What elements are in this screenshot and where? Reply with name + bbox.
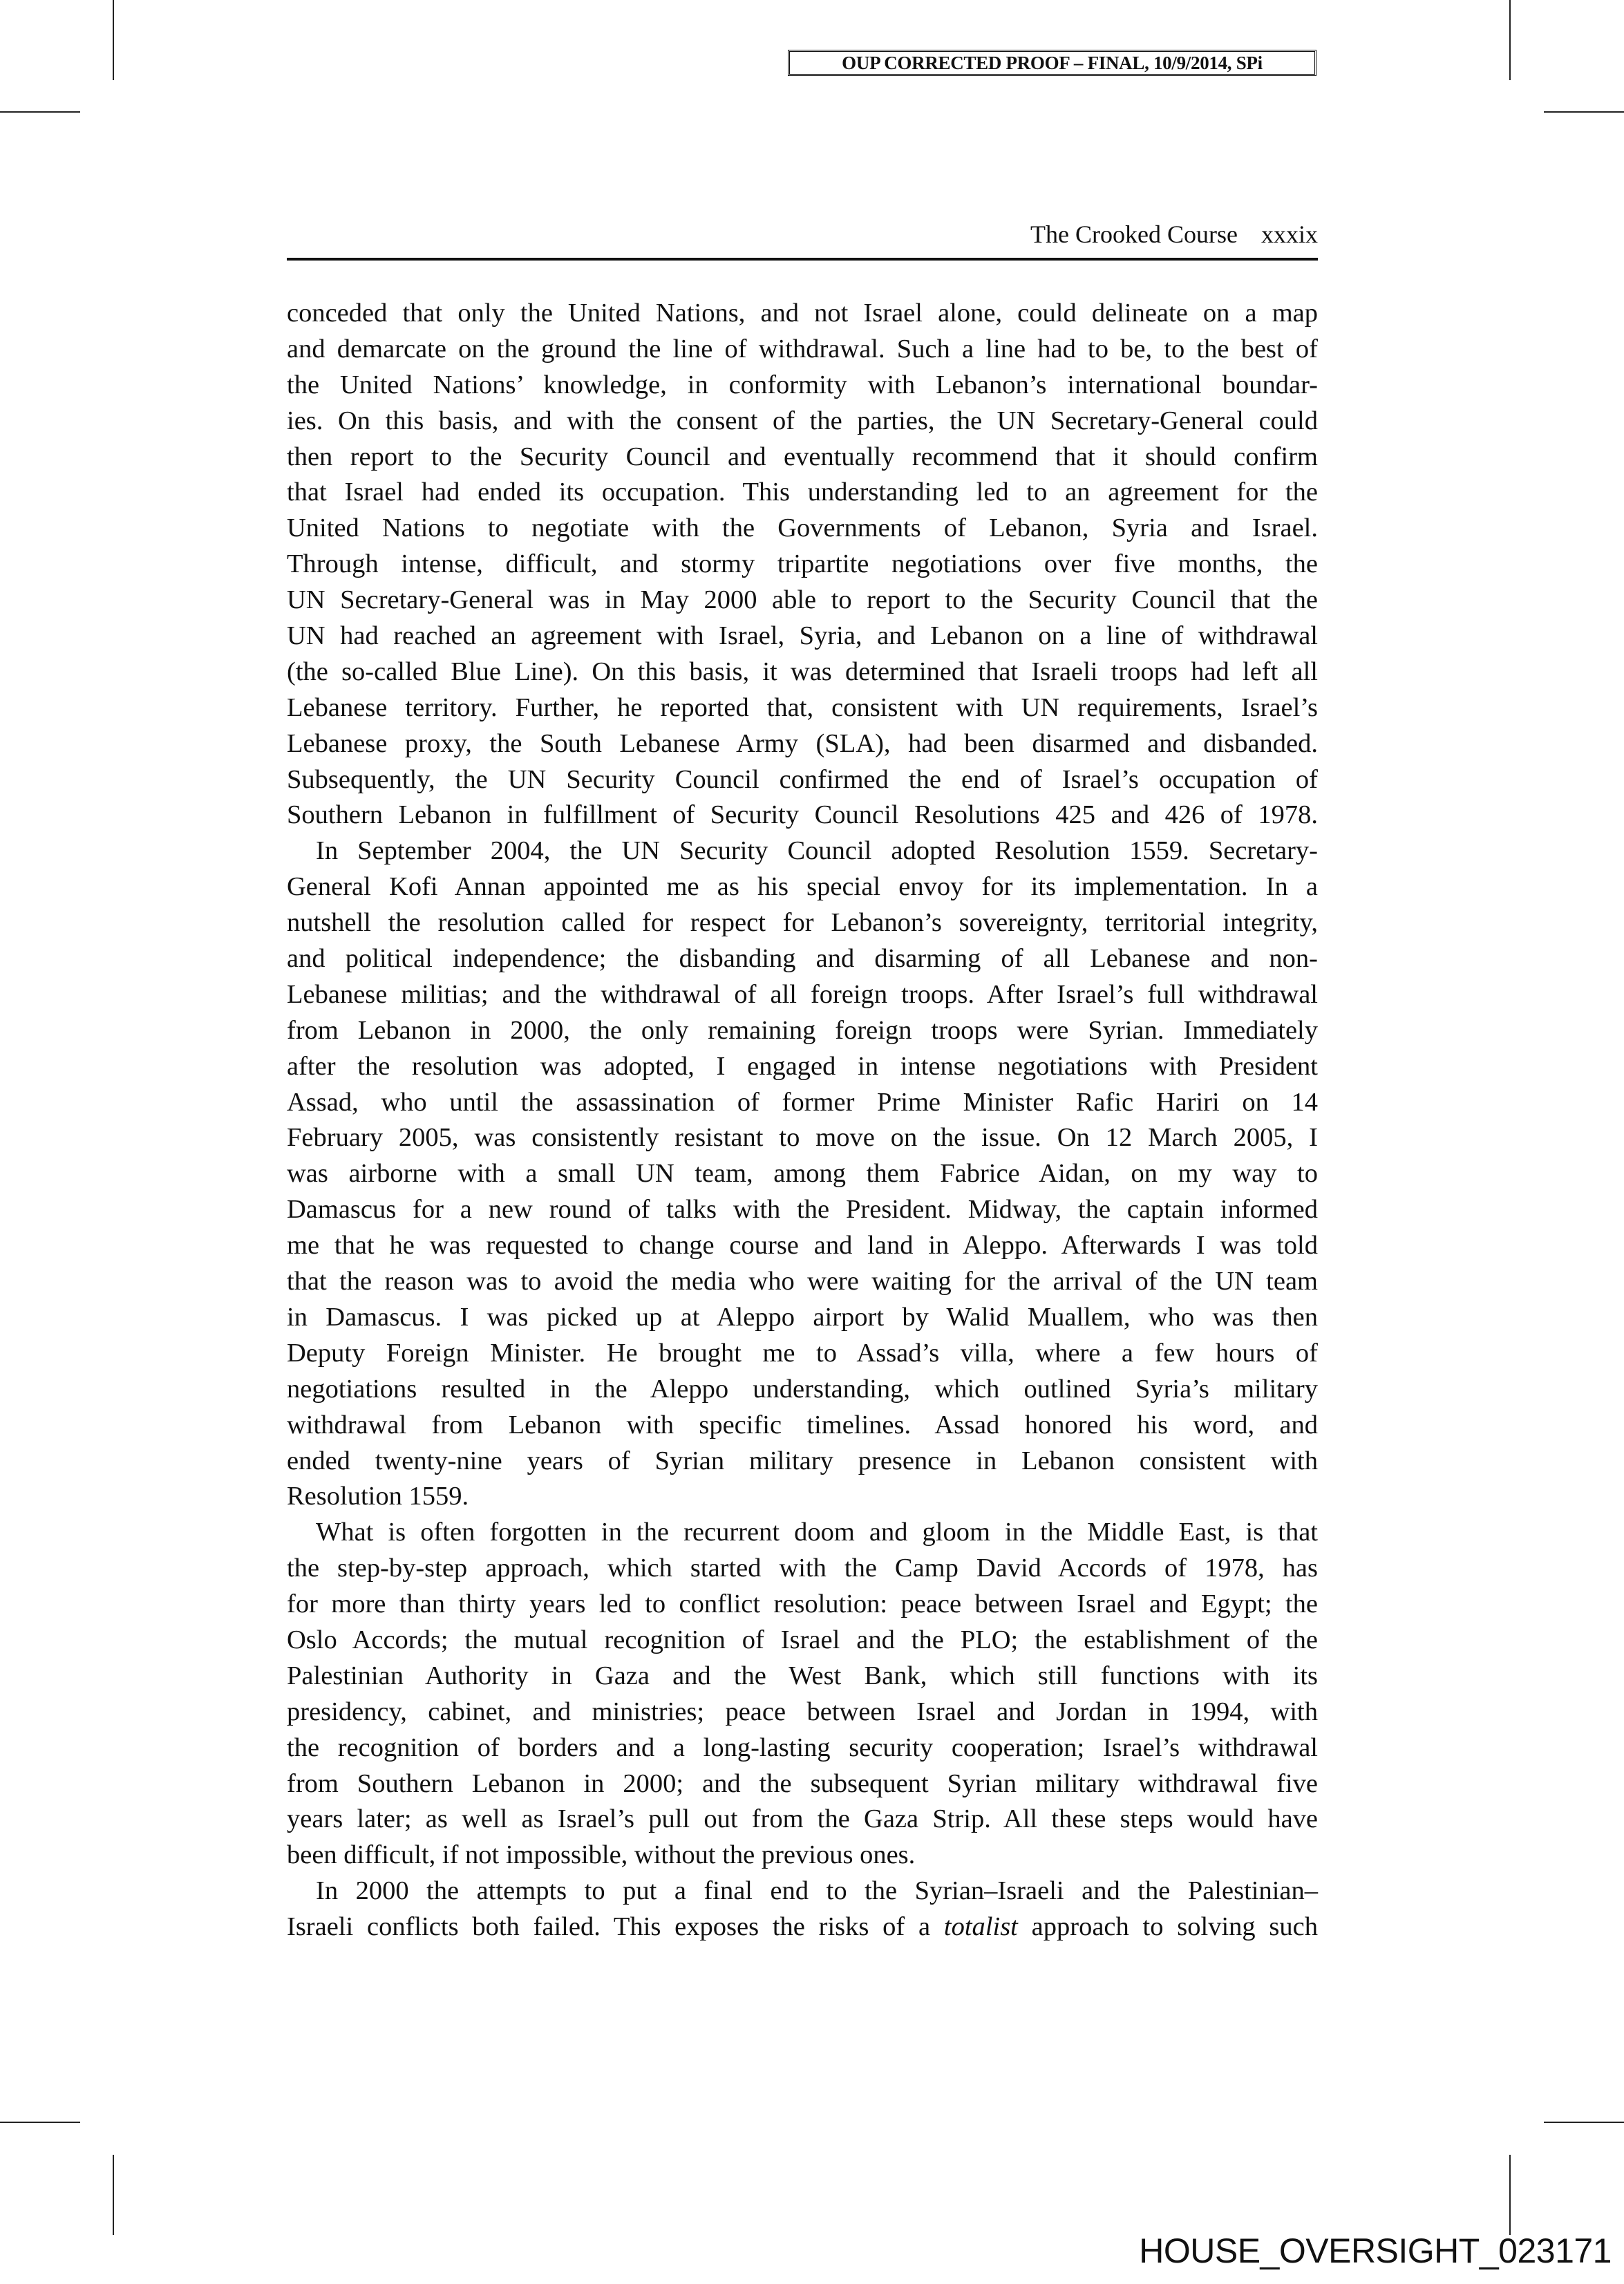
text-segment: Israeli conflicts both failed. This exposes the risks of a [287,1912,944,1942]
crop-mark [113,2155,114,2235]
text-line: that the reason was to avoid the media who were waiting for the arrival of the UN team [287,1267,1318,1296]
text-line: Deputy Foreign Minister. He brought me to Assad’s villa, where a few hours of [287,1338,1318,1368]
text-line: Lebanese territory. Further, he reported that, consistent with UN requirements, Israel’s [287,692,1318,722]
text-line: from Southern Lebanon in 2000; and the subsequent Syrian military withdrawal five [287,1768,1318,1798]
proof-stamp: OUP CORRECTED PROOF – FINAL, 10/9/2014, SPi [788,50,1316,76]
body-text [287,296,1318,1945]
text-line: and political independence; the disbanding and disarming of all Lebanese and non- [287,944,1318,974]
italic-term: totalist [943,1912,1018,1942]
text-line: In 2000 the attempts to put a final end to the Syrian–Israeli and the Palestinian– [316,1876,1318,1906]
paragraph [287,1515,1318,1874]
text-line: me that he was requested to change course and land in Aleppo. Afterwards I was told [287,1231,1318,1261]
text-line: was airborne with a small UN team, among them Fabrice Aidan, on my way to [287,1159,1318,1189]
paragraph [287,296,1318,833]
text-line: nutshell the resolution called for respect for Lebanon’s sovereignty, territorial integrity, [287,908,1318,938]
text-line: General Kofi Annan appointed me as his special envoy for its implementation. In a [287,872,1318,902]
crop-mark [1544,2122,1624,2123]
text-line: that Israel had ended its occupation. This understanding led to an agreement for the [287,478,1318,507]
crop-mark [113,0,114,80]
crop-mark [1509,0,1511,80]
text-line: the recognition of borders and a long-lasting security cooperation; Israel’s withdrawal [287,1733,1318,1762]
text-line: Palestinian Authority in Gaza and the West Bank, which still functions with its [287,1661,1318,1690]
text-segment: approach to solving such [1017,1912,1318,1942]
text-line: in Damascus. I was picked up at Aleppo airport by Walid Muallem, who was then [287,1302,1318,1332]
text-line: February 2005, was consistently resistant to move on the issue. On 12 March 2005, I [287,1123,1318,1153]
text-line: after the resolution was adopted, I engaged in intense negotiations with President [287,1051,1318,1081]
text-line: negotiations resulted in the Aleppo understanding, which outlined Syria’s military [287,1374,1318,1404]
text-line: presidency, cabinet, and ministries; peace between Israel and Jordan in 1994, with [287,1697,1318,1726]
text-line: In September 2004, the UN Security Council adopted Resolution 1559. Secretary- [316,836,1318,866]
crop-mark [1544,111,1624,113]
text-line: and demarcate on the ground the line of withdrawal. Such a line had to be, to the best of [287,334,1318,364]
text-line: Oslo Accords; the mutual recognition of Israel and the PLO; the establishment of the [287,1625,1318,1654]
text-line: years later; as well as Israel’s pull out from the Gaza Strip. All these steps would have [287,1804,1318,1834]
text-line: (the so-called Blue Line). On this basis, it was determined that Israeli troops had left all [287,657,1318,686]
text-line: ended twenty-nine years of Syrian military presence in Lebanon consistent with [287,1446,1318,1475]
text-line [287,1909,1318,1945]
text-line: United Nations to negotiate with the Governments of Lebanon, Syria and Israel. [287,513,1318,543]
text-line: then report to the Security Council and eventually recommend that it should confirm [287,442,1318,471]
text-line: been difficult, if not impossible, without the previous ones. [287,1840,916,1870]
text-line: Southern Lebanon in fulfillment of Security Council Resolutions 425 and 426 of 1978. [287,800,1318,830]
text-line: Resolution 1559. [287,1482,469,1511]
text-line: conceded that only the United Nations, and not Israel alone, could delineate on a map [287,299,1318,328]
paragraph [287,833,1318,1515]
text-line: Through intense, difficult, and stormy tripartite negotiations over five months, the [287,549,1318,579]
text-line: Assad, who until the assassination of former Prime Minister Rafic Hariri on 14 [287,1087,1318,1117]
bates-number: HOUSE_OVERSIGHT_023171 [1139,2231,1612,2270]
text-line: the step-by-step approach, which started with the Camp David Accords of 1978, has [287,1554,1318,1583]
text-line: withdrawal from Lebanon with specific timelines. Assad honored his word, and [287,1410,1318,1440]
text-line: from Lebanon in 2000, the only remaining foreign troops were Syrian. Immediately [287,1015,1318,1045]
running-head [1030,220,1318,249]
running-head-title: The Crooked Course [1030,220,1238,248]
text-line: for more than thirty years led to conflict resolution: peace between Israel and Egypt; the [287,1589,1318,1619]
text-line: the United Nations’ knowledge, in conformity with Lebanon’s international boundar- [287,370,1318,399]
header-rule [287,258,1318,261]
paragraph [287,1874,1318,1945]
text-line: Lebanese militias; and the withdrawal of all foreign troops. After Israel’s full withdrawal [287,979,1318,1009]
crop-mark [1509,2155,1511,2235]
text-line: What is often forgotten in the recurrent doom and gloom in the Middle East, is that [316,1518,1318,1547]
text-line: UN Secretary-General was in May 2000 able to report to the Security Council that the [287,585,1318,615]
text-line: Subsequently, the UN Security Council confirmed the end of Israel’s occupation of [287,764,1318,794]
text-line: ies. On this basis, and with the consent of the parties, the UN Secretary-General could [287,406,1318,435]
crop-mark [0,111,80,113]
page-number: xxxix [1261,220,1318,248]
text-line: UN had reached an agreement with Israel, Syria, and Lebanon on a line of withdrawal [287,621,1318,651]
text-line: Damascus for a new round of talks with the President. Midway, the captain informed [287,1195,1318,1225]
crop-mark [0,2122,80,2123]
text-line: Lebanese proxy, the South Lebanese Army (SLA), had been disarmed and disbanded. [287,728,1318,758]
